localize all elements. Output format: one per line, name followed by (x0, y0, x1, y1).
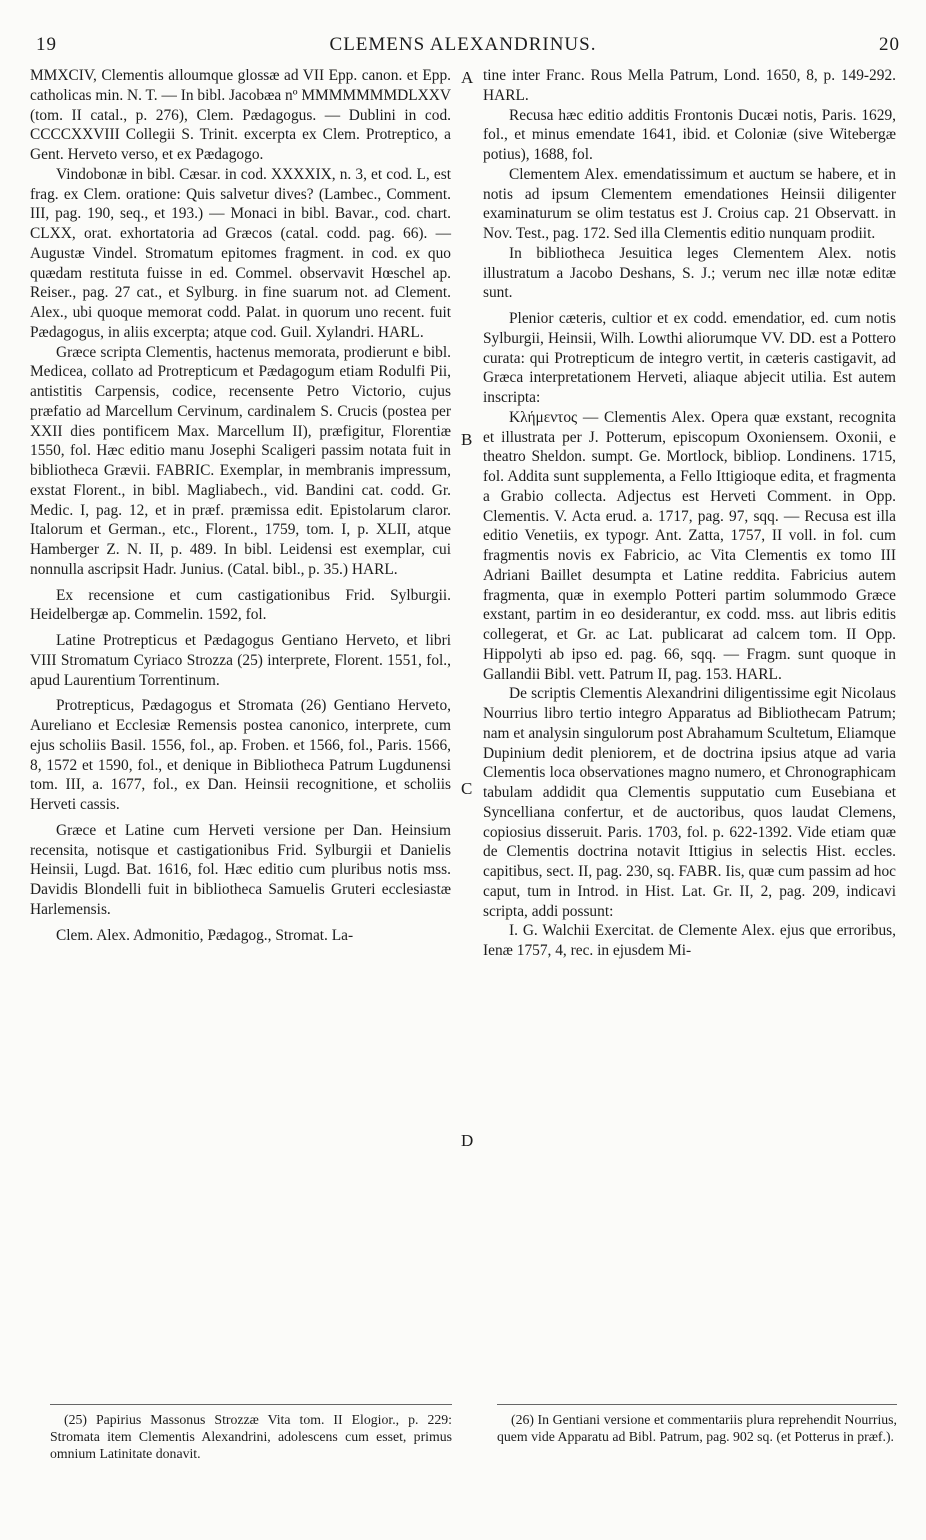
page-number-left: 19 (36, 34, 57, 55)
footnote-text: (26) In Gentiani versione et commentariis plura reprehendit Nourrius, quem vide Apparatu ad Bibl. Patrum, pag. 902 sq. (et Potterus in præf.). (497, 1412, 897, 1444)
footnote-25 (50, 1411, 452, 1462)
paragraph: De scriptis Clementis Alexandrini diligentissime egit Nicolaus Nourrius libro tertio integro Apparatus ad Bibliothecam Patrum; nam et analysin singulorum post Abrahamum Scultetum, Eliamque Dupinium dedit pleniorem, et de doctrina ipsius atque ad varia Clementis loca observationes magno numero, et Chronographicam tabulam addidit qua Clementis supputatio cum Eusebiana et Syncelliana confertur, et de auctoribus, quos laudat Clemens, copiosius disseruit. Paris. 1703, fol. p. 622-1392. Vide etiam quæ de Clementis doctrina notavit Ittigius in selectis Hist. eccles. capitibus, sect. II, pag. 230, sq. FABR. Iis, quæ cum passim ad hoc caput, tum in Introd. in Hist. Lat. Gr. II, 2, pag. 209, indicavi scripta, addi possunt: (483, 685, 896, 920)
paragraph: MMXCIV, Clementis alloumque glossæ ad VII Epp. canon. et Epp. catholicas min. N. T. — In bibl. Jacobæa nº MMMMMMMDLXXV (tom. II catal., p. 276), Clem. Pædagogus. — Dublini in cod. CCCCXXVIII Collegii S. Trinit. excerpta ex Clem. Protreptico, a Gent. Herveto verso, et ex Pædagogo. (30, 67, 452, 163)
paragraph: Κλήμεντος — Clementis Alex. Opera quæ exstant, recognita et illustrata per J. Potterum, episcopum Oxoniensem. Oxonii, e theatro Sheldon. sumpt. Ge. Mortlock, bibliop. Londinens. 1715, fol. Addita sunt supplementa, a Fello Ittigioque edita, et fragmenta a Grabio collecta. Adjectus est Herveti Comment. in Opp. Clementis. V. Acta erud. a. 1717, pag. 97, sqq. — Recusa est illa editio Venetiis, ex typogr. Ant. Zatta, 1757, II voll. in fol. cum fragmentis novis ex Fabricio, ac Vita Clementis ex tomo III Adriani Baillet desumpta et Latine reddita. Fabricius autem fragmenta, quæ in exemplo Potteri partim solummodo Græce exstant, partim in eo desiderantur, ex codd. mss. aut libris editis collegerat, et Gr. ac Lat. publicarat ad calcem tom. II Opp. Hippolyti ab ipso ed. pag. 66, sqq. — Fragm. sunt quoque in Gallandii Bibl. vett. Patrum II, pag. 153. HARL. (483, 408, 896, 683)
paragraph: Latine Protrepticus et Pædagogus Gentiano Herveto, et libri VIII Stromatum Cyriaco Strozza (25) interprete, Florent. 1551, fol., apud Laurentium Torrentinum. (30, 632, 451, 689)
margin-letter-c: C (461, 779, 473, 798)
paragraph: Clementem Alex. emendatissimum et auctum se habere, et in notis ad ipsum Clementem emendationes Heinsii diligenter examinaturum se olim testatus est J. Croius cap. 21 Observatt. in Nov. Test., pag. 172. Sed illa Clementis editio nunquam prodiit. (483, 165, 896, 242)
paragraph: I. G. Walchii Exercitat. de Clemente Alex. ejus que erroribus, Ienæ 1757, 4, rec. in ejusdem Mi- (483, 922, 896, 959)
margin-letter-b: B (461, 430, 473, 449)
paragraph: Plenior cæteris, cultior et ex codd. emendatior, ed. cum notis Sylburgii, Heinsii, Wilh. Lowthi aliorumque VV. DD. est a Pottero curata: qui Protrepticum de integro vertit, in cæteris castigavit, ad Græca interpretationem Herveti, aliaque abjecit utilia. Est autem inscripta: (483, 310, 896, 406)
left-column (30, 66, 451, 945)
paragraph: Græce et Latine cum Herveti versione per Dan. Heinsium recensita, notisque et castigationibus Frid. Sylburgii et Danielis Heinsii, Lugd. Bat. 1616, fol. Hæc editio cum pluribus notis mss. Davidis Blondelli fuit in bibliotheca Samuelis Gruteri ecclesiastæ Harlemensis. (30, 821, 451, 918)
footnote-26 (497, 1411, 897, 1445)
paragraph: Recusa hæc editio additis Frontonis Ducæi notis, Paris. 1629, fol., et minus emendate 1641, ibid. et Coloniæ (sive Witebergæ potius), 1688, fol. (483, 106, 896, 163)
paragraph: Clem. Alex. Admonitio, Pædagog., Stromat. La- (56, 926, 354, 944)
paragraph: Græce scripta Clementis, hactenus memorata, prodierunt e bibl. Medicea, collato ad Protrepticum et Pædagogum etiam Rodulfi Pii, antistitis Carpensis, codice, recensente Petro Victorio, cujus præfatio ad Marcellum Cervinum, cardinalem S. Crucis (postea per XXII dies pontificem Max. Marcellum II), præfigitur, Florentiæ 1550, fol. Hæc editio manu Josephi Scaligeri passim notata fuit in bibliotheca Grævii. FABRIC. Exemplar, in membranis impressum, exstat Florent., in bibl. Magliabech., vid. Bandini cat. codd. Gr. Medic. I, pag. 12, et in præf. præmissa edit. Epistolarum claror. Italorum et German., etc., Florent., 1759, tom. I, p. XLII, atque Hamberger Z. N. II, p. 489. In bibl. Leidensi est exemplar, cui nonnulla ascripsit Hadr. Junius. (Catal. bibl., p. 35.) HARL. (30, 343, 451, 578)
paragraph: Ex recensione et cum castigationibus Frid. Sylburgii. Heidelbergæ ap. Commelin. 1592, fol. (30, 586, 451, 624)
running-header (0, 34, 926, 56)
margin-letter-d: D (461, 1131, 474, 1150)
footnote-rule-left (50, 1404, 452, 1405)
paragraph: tine inter Franc. Rous Mella Patrum, Lond. 1650, 8, p. 149-292. HARL. (483, 67, 896, 104)
paragraph: Vindobonæ in bibl. Cæsar. in cod. XXXXIX, n. 3, et cod. L, est frag. ex Clem. oratione: Quis salvetur dives? (Lambec., Comment. III, pag. 190, seq., et 193.) — Monaci in bibl. Bavar., cod. chart. CLXX, orat. exhortatoria ad Græcos (catal. codd. pag. 66). — Augustæ Vindel. Stromatum epitomes fragment. in cod. ex quo quædam restituta fuisse in ed. Commel. observavit Hœschel ap. Reiser., pag. 27 cat., et Sylburg. in fine suarum not. ad Clement. Alex., ubi quoque memorat codd. Palat. in quorum uno recent. fuit Pædagogus, in aliis excerpta; atque cod. Guil. Xylandri. HARL. (30, 165, 451, 341)
right-column (483, 66, 896, 961)
footnote-text: (25) Papirius Massonus Strozzæ Vita tom. II Elogior., p. 229: Stromata item Clementis Alexandrini, adolescens cum esset, primus omnium Latinitate donavit. (50, 1412, 452, 1461)
page-number-right: 20 (879, 34, 900, 55)
running-title: CLEMENS ALEXANDRINUS. (329, 34, 597, 55)
footnote-rule-right (497, 1404, 897, 1405)
paragraph: Protrepticus, Pædagogus et Stromata (26) Gentiano Herveto, Aureliano et Ecclesiæ Remensis postea canonico, interprete, cum ejus scholiis Basil. 1556, fol., ap. Froben. et 1566, fol., Paris. 1566, 8, 1572 et 1590, fol., et denique in Bibliotheca Patrum Lugdunensi tom. III, a. 1677, fol., ex Dan. Heinsii recognitione, et scholiis Herveti cassis. (30, 697, 451, 813)
margin-letter-a: A (461, 68, 474, 87)
paragraph: In bibliotheca Jesuitica leges Clementem Alex. notis illustratum a Jacobo Deshans, S. J.; verum nec illæ notæ editæ sunt. (483, 244, 896, 302)
